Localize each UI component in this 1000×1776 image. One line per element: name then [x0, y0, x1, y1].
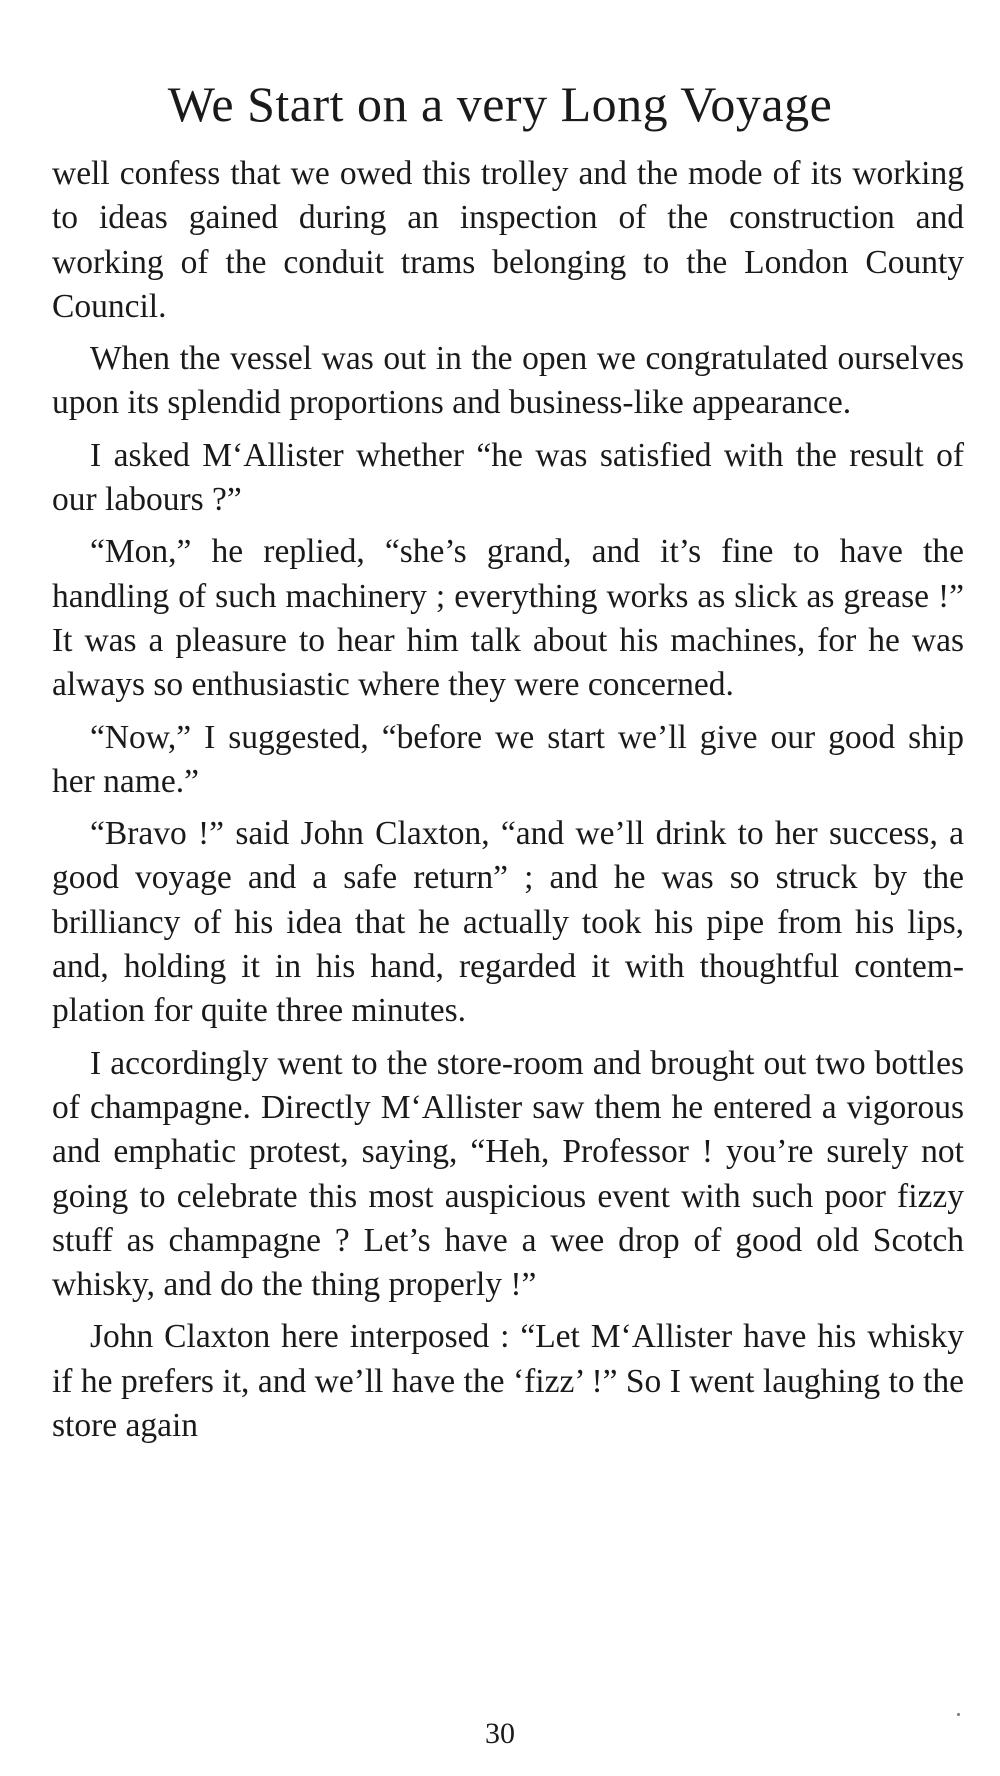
running-title: We Start on a very Long Voyage	[167, 76, 833, 132]
paragraph-2: When the vessel was out in the open we congratulated ourselves upon its splendid proportions and business-like appearance.	[52, 340, 964, 422]
paragraph-8: John Claxton here interposed : “Let M‘Allister have his whisky if he prefers it, and we’ll have the ‘fizz’ !” So I went laughing to the store again	[52, 1318, 964, 1445]
body-text	[52, 152, 964, 1456]
paragraph-7: I accordingly went to the store-room and brought out two bottles of champagne. Directly M‘Allister saw them he entered a vigorous and emphatic protest, saying, “Heh, Professor ! you’re surely not going to celebrate this most auspicious event with such poor fizzy stuff as champagne ? Let’s have a wee drop of good old Scotch whisky, and do the thing properly !”	[52, 1044, 964, 1304]
page-number: 30	[485, 1717, 515, 1750]
print-speck	[957, 1713, 960, 1716]
paragraph-3: I asked M‘Allister whether “he was satisfied with the result of our labours ?”	[52, 436, 964, 519]
paragraph-1: well confess that we owed this trolley and the mode of its working to ideas gained during an inspection of the construction and working of the conduit trams belonging to the London County Council.	[52, 155, 964, 325]
paragraph-6: “Bravo !” said John Claxton, “and we’ll drink to her success, a good voyage and a safe return” ; and he was so struck by the brilliancy of his idea that he actually took his pipe from his lips, and, holding it in his hand, regarded it with thoughtful contemplation for quite three minutes.	[52, 815, 964, 1030]
paragraph-4: “Mon,” he replied, “she’s grand, and it’s fine to have the handling of such machinery ; everything works as slick as grease !” It was a pleasure to hear him talk about his machines, for he was always so enthusiastic where they were concerned.	[52, 533, 964, 704]
paragraph-5: “Now,” I suggested, “before we start we’ll give our good ship her name.”	[52, 718, 964, 800]
